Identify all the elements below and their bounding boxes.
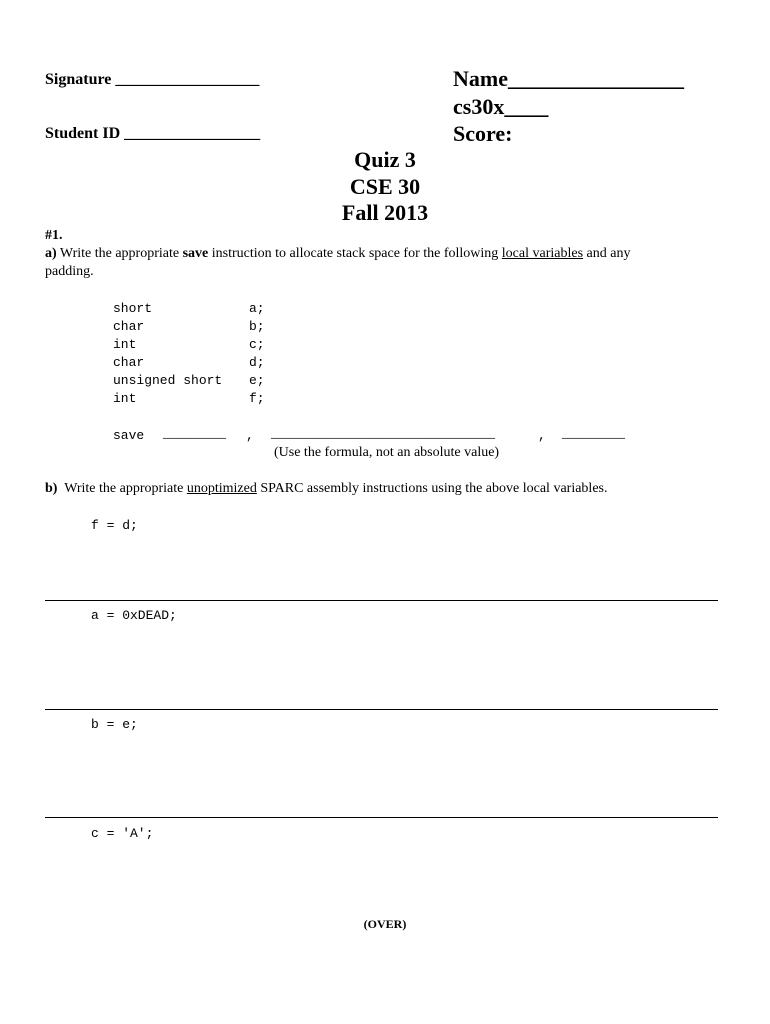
statement: a = 0xDEAD; <box>91 608 177 623</box>
decl-type: short <box>113 301 153 316</box>
part-a-text: instruction to allocate stack space for the following <box>208 246 502 261</box>
decl-type: char <box>113 319 145 334</box>
divider <box>45 817 718 818</box>
part-b-text: Write the appropriate <box>57 481 187 496</box>
statement: f = d; <box>91 518 138 533</box>
save-comma: , <box>246 428 254 443</box>
login-blank: ____ <box>504 94 549 119</box>
unoptimized-emphasis: unoptimized <box>186 481 257 496</box>
decl-type: int <box>113 337 137 352</box>
save-answer-blank-3[interactable]: _________ <box>562 426 625 441</box>
decl-type: int <box>113 391 137 406</box>
name-field <box>453 66 684 92</box>
term-title: Fall 2013 <box>341 200 429 225</box>
save-answer-blank-1[interactable]: _________ <box>163 426 226 441</box>
score-label: Score: <box>453 121 513 146</box>
part-a-text: Write the appropriate <box>56 246 183 261</box>
student-id-blank: _________________ <box>124 125 261 142</box>
part-a-label: a) <box>45 246 57 261</box>
name-blank: ________________ <box>507 66 684 91</box>
formula-note: (Use the formula, not an absolute value) <box>274 445 500 460</box>
part-a-text: and any <box>583 246 631 261</box>
decl-name: c; <box>249 337 265 352</box>
part-b-text: SPARC assembly instructions using the above local variables. <box>256 481 608 496</box>
login-label: cs30x <box>453 94 505 119</box>
decl-name: e; <box>249 373 265 388</box>
decl-name: b; <box>249 319 265 334</box>
part-a-prompt <box>45 246 630 262</box>
decl-type: char <box>113 355 145 370</box>
signature-field <box>45 71 259 89</box>
decl-name: a; <box>249 301 265 316</box>
over-note: (OVER) <box>363 917 407 931</box>
student-id-field <box>45 125 260 143</box>
divider <box>45 600 718 601</box>
decl-type: unsigned short <box>113 373 223 388</box>
signature-label: Signature <box>45 71 112 88</box>
decl-name: f; <box>249 391 265 406</box>
save-keyword: save <box>113 428 145 443</box>
local-variables-emphasis: local variables <box>501 246 584 261</box>
statement: c = 'A'; <box>91 826 154 841</box>
login-field <box>453 94 548 120</box>
quiz-title: Quiz 3 <box>354 147 416 172</box>
statement: b = e; <box>91 717 138 732</box>
part-a-prompt-cont: padding. <box>45 264 94 279</box>
save-emphasis: save <box>182 246 209 261</box>
part-b-label: b) <box>45 481 58 496</box>
divider <box>45 709 718 710</box>
save-comma: , <box>538 428 546 443</box>
signature-blank: __________________ <box>115 71 260 88</box>
part-b-prompt <box>45 481 607 497</box>
course-title: CSE 30 <box>349 174 421 199</box>
decl-name: d; <box>249 355 265 370</box>
student-id-label: Student ID <box>45 125 121 142</box>
question-number: #1. <box>45 228 63 243</box>
name-label: Name <box>453 66 508 91</box>
save-answer-blank-2[interactable]: ________________________________ <box>271 426 495 441</box>
